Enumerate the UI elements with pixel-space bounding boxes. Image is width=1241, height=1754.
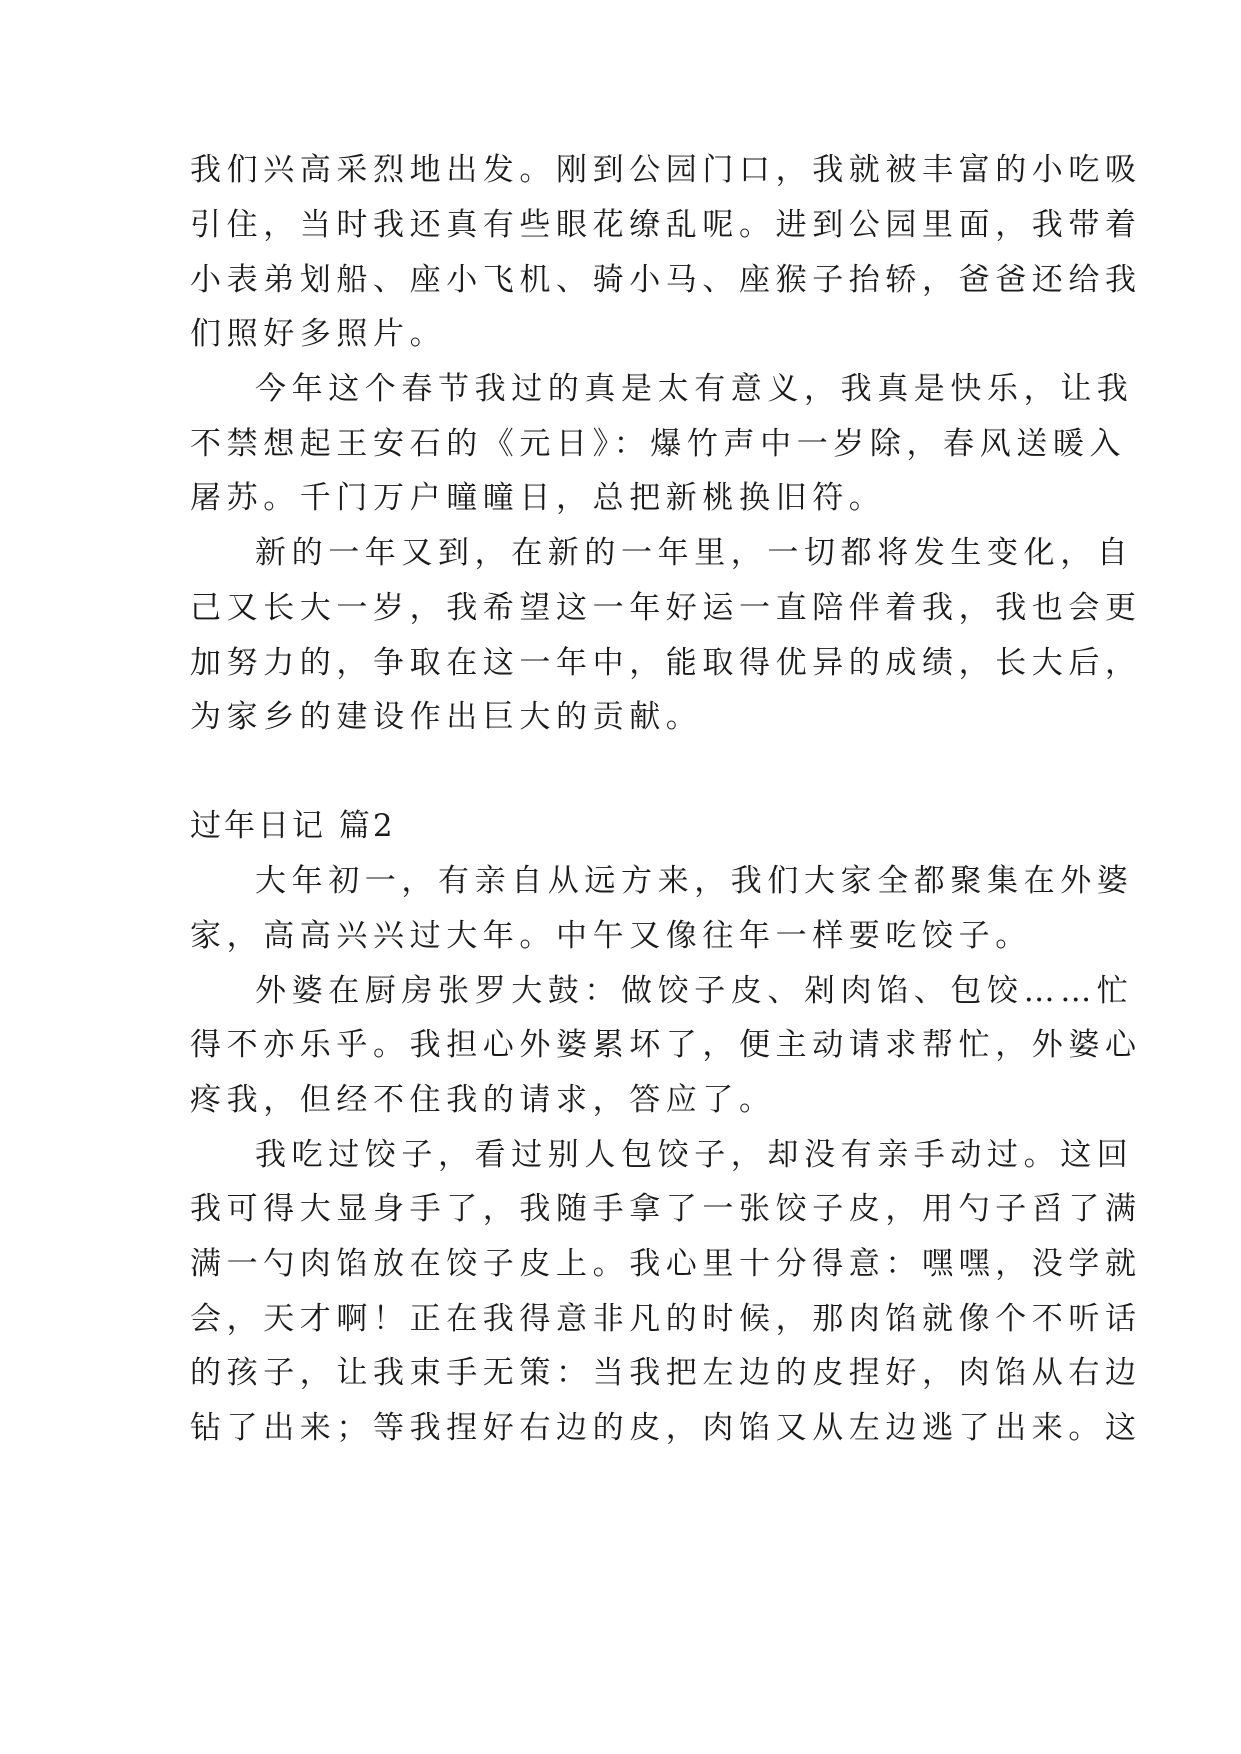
paragraph-line: 小表弟划船、座小飞机、骑小马、座猴子抬轿，爸爸还给我 — [190, 262, 1142, 298]
paragraph-line: 外婆在厨房张罗大鼓：做饺子皮、剁肉馅、包饺……忙 — [255, 973, 1134, 1009]
paragraph-line: 钻了出来；等我捏好右边的皮，肉馅又从左边逃了出来。这 — [190, 1410, 1142, 1446]
paragraph-line: 不禁想起王安石的《元日》：爆竹声中一岁除，春风送暖入 — [190, 426, 1127, 462]
paragraph-line: 大年初一，有亲自从远方来，我们大家全都聚集在外婆 — [255, 863, 1134, 899]
paragraph-line: 引住，当时我还真有些眼花缭乱呢。进到公园里面，我带着 — [190, 207, 1142, 243]
paragraph-line: 己又长大一岁，我希望这一年好运一直陪伴着我，我也会更 — [190, 590, 1142, 626]
paragraph-line: 屠苏。千门万户曈曈日，总把新桃换旧符。 — [190, 480, 886, 516]
paragraph-line: 新的一年又到，在新的一年里，一切都将发生变化，自 — [255, 535, 1134, 571]
paragraph-line: 的孩子，让我束手无策：当我把左边的皮捏好，肉馅从右边 — [190, 1355, 1142, 1391]
paragraph-line: 疼我，但经不住我的请求，答应了。 — [190, 1082, 776, 1118]
paragraph-line: 我吃过饺子，看过别人包饺子，却没有亲手动过。这回 — [255, 1137, 1134, 1173]
paragraph-line: 今年这个春节我过的真是太有意义，我真是快乐，让我 — [255, 371, 1134, 407]
paragraph-line: 满一勺肉馅放在饺子皮上。我心里十分得意：嘿嘿，没学就 — [190, 1246, 1142, 1282]
paragraph-line: 家，高高兴兴过大年。中午又像往年一样要吃饺子。 — [190, 918, 1032, 954]
paragraph-line: 我们兴高采烈地出发。刚到公园门口，我就被丰富的小吃吸 — [190, 152, 1142, 188]
paragraph-line: 得不亦乐乎。我担心外婆累坏了，便主动请求帮忙，外婆心 — [190, 1027, 1142, 1063]
paragraph-line: 会，天才啊！正在我得意非凡的时候，那肉馅就像个不听话 — [190, 1301, 1142, 1337]
paragraph-line: 加努力的，争取在这一年中，能取得优异的成绩，长大后， — [190, 645, 1142, 681]
paragraph-line: 们照好多照片。 — [190, 316, 447, 352]
section-heading: 过年日记 篇2 — [190, 808, 396, 844]
paragraph-line: 为家乡的建设作出巨大的贡献。 — [190, 699, 703, 735]
paragraph-line: 我可得大显身手了，我随手拿了一张饺子皮，用勺子舀了满 — [190, 1191, 1142, 1227]
